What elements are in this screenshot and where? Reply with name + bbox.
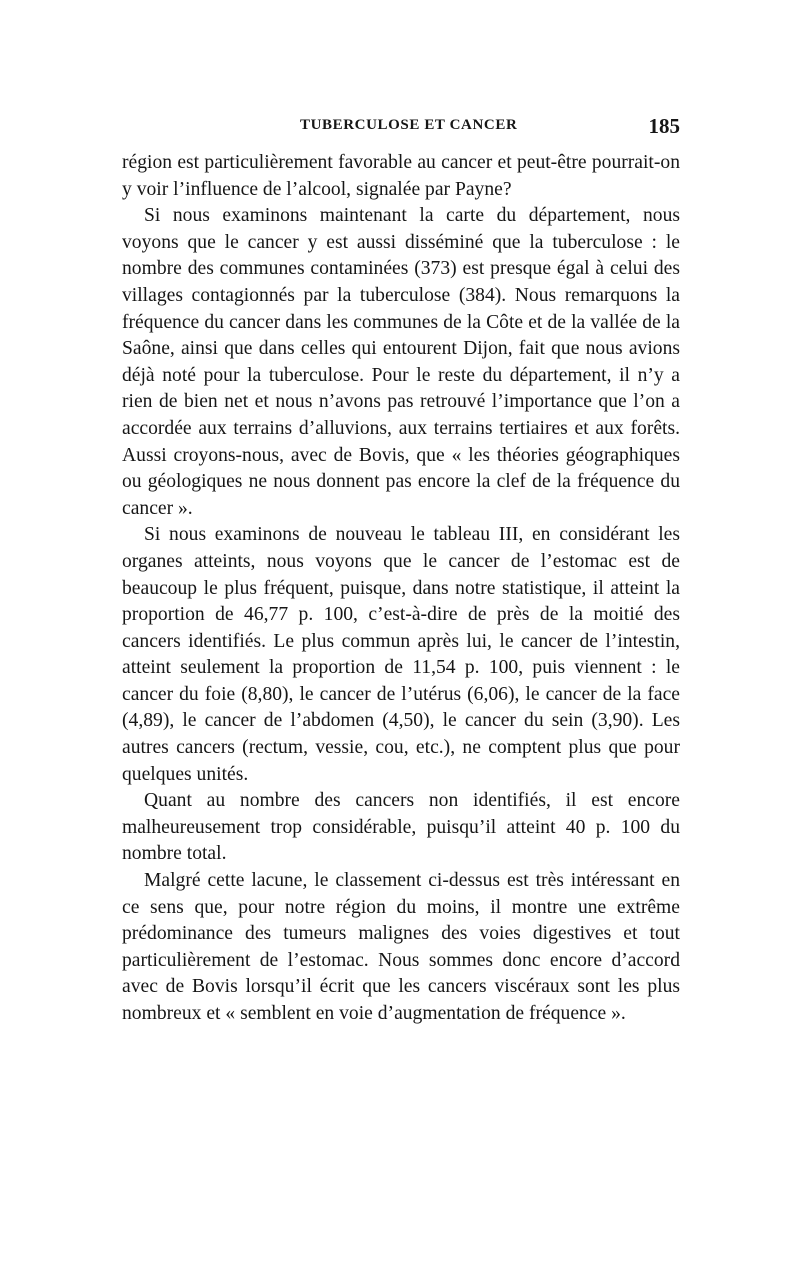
running-header	[122, 114, 680, 141]
paragraph-continuation: région est particulièrement favorable au cancer et peut-être pourrait-on y voir l’influence de l’alcool, signalée par Payne?	[122, 152, 680, 200]
paragraph-conclusion: Malgré cette lacune, le classement ci-dessus est très intéressant en ce sens que, pour notre région du moins, il montre une extrême prédominance des tumeurs malignes des voies digestives et tout particulièrement de l’estomac. Nous sommes donc encore d’accord avec de Bovis lorsqu’il écrit que les cancers viscéraux sont les plus nombreux et « semblent en voie d’augmentation de fréquence ».	[122, 870, 680, 1024]
body-text	[122, 150, 680, 1028]
paragraph-organs-affected: Si nous examinons de nouveau le tableau III, en considérant les organes atteints, nous voyons que le cancer de l’estomac est de beaucoup le plus fréquent, puisque, dans notre statistique, il atteint la proportion de 46,77 p. 100, c’est-à-dire de près de la moitié des cancers identifiés. Le plus commun après lui, le cancer de l’intestin, atteint seulement la proportion de 11,54 p. 100, puis viennent : le cancer du foie (8,80), le cancer de l’utérus (6,06), le cancer de la face (4,89), le cancer de l’abdomen (4,50), le cancer du sein (3,90). Les autres cancers (rectum, vessie, cou, etc.), ne comptent plus que pour quelques unités.	[122, 524, 680, 785]
page-number: 185	[648, 114, 680, 138]
paragraph-map-analysis: Si nous examinons maintenant la carte du département, nous voyons que le cancer y est aussi disséminé que la tuberculose : le nombre des communes contaminées (373) est presque égal à celui des villages contagionnés par la tuberculose (384). Nous remarquons la fréquence du cancer dans les communes de la Côte et de la vallée de la Saône, ainsi que dans celles qui entourent Dijon, fait que nous avions déjà noté pour la tuberculose. Pour le reste du département, il n’y a rien de bien net et nous n’avons pas retrouvé l’importance que l’on a accordée aux terrains d’alluvions, aux terrains tertiaires et aux forêts. Aussi croyons-nous, avec de Bovis, que « les théories géographiques ou géologiques ne nous donnent pas encore la clef de la fréquence du cancer ».	[122, 205, 680, 519]
running-title: TUBERCULOSE ET CANCER	[300, 117, 518, 133]
paragraph-unidentified-cancers: Quant au nombre des cancers non identifiés, il est encore malheureusement trop considérable, puisqu’il atteint 40 p. 100 du nombre total.	[122, 790, 680, 865]
